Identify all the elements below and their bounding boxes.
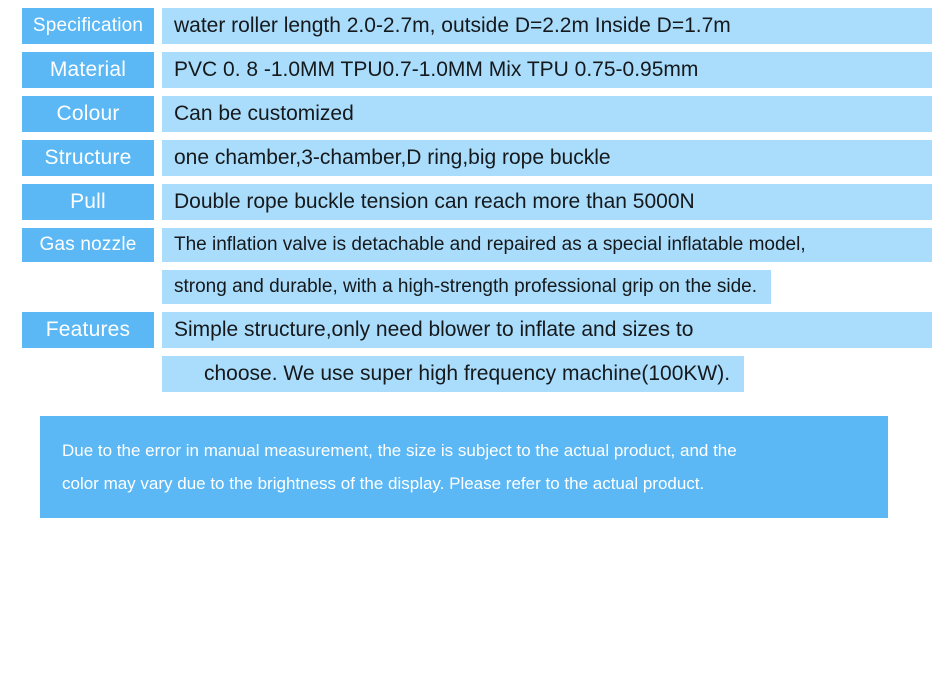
- disclaimer-line-2: color may vary due to the brightness of the display. Please refer to the actual product.: [62, 474, 705, 494]
- table-row-continuation: [22, 270, 932, 304]
- section-spacer: [22, 400, 932, 410]
- table-row: [22, 8, 932, 44]
- row-label-material: Material: [22, 52, 154, 88]
- row-label-specification: Specification: [22, 8, 154, 44]
- row-value-features-line1: Simple structure,only need blower to inflate and sizes to: [162, 312, 932, 348]
- row-label-spacer: [22, 270, 154, 304]
- row-label-spacer: [22, 356, 154, 392]
- row-value-colour: Can be customized: [162, 96, 932, 132]
- row-label-features: Features: [22, 312, 154, 348]
- row-value-material: PVC 0. 8 -1.0MM TPU0.7-1.0MM Mix TPU 0.75-0.95mm: [162, 52, 932, 88]
- table-row: [22, 52, 932, 88]
- table-row-continuation: [22, 356, 932, 392]
- table-row: [22, 96, 932, 132]
- row-value-gas-nozzle-line2: strong and durable, with a high-strength professional grip on the side.: [162, 270, 771, 304]
- row-label-colour: Colour: [22, 96, 154, 132]
- row-label-pull: Pull: [22, 184, 154, 220]
- row-value-specification: water roller length 2.0-2.7m, outside D=2.2m Inside D=1.7m: [162, 8, 932, 44]
- row-value-features-line2: choose. We use super high frequency machine(100KW).: [162, 356, 744, 392]
- table-row: [22, 228, 932, 262]
- row-value-pull: Double rope buckle tension can reach more than 5000N: [162, 184, 932, 220]
- row-value-gas-nozzle-line1: The inflation valve is detachable and repaired as a special inflatable model,: [162, 228, 932, 262]
- row-label-structure: Structure: [22, 140, 154, 176]
- table-row: [22, 312, 932, 348]
- row-label-gas-nozzle: Gas nozzle: [22, 228, 154, 262]
- table-row: [22, 184, 932, 220]
- row-value-structure: one chamber,3-chamber,D ring,big rope buckle: [162, 140, 932, 176]
- disclaimer-line-1: Due to the error in manual measurement, the size is subject to the actual product, and the: [62, 441, 737, 460]
- disclaimer-note: [40, 416, 888, 518]
- table-row: [22, 140, 932, 176]
